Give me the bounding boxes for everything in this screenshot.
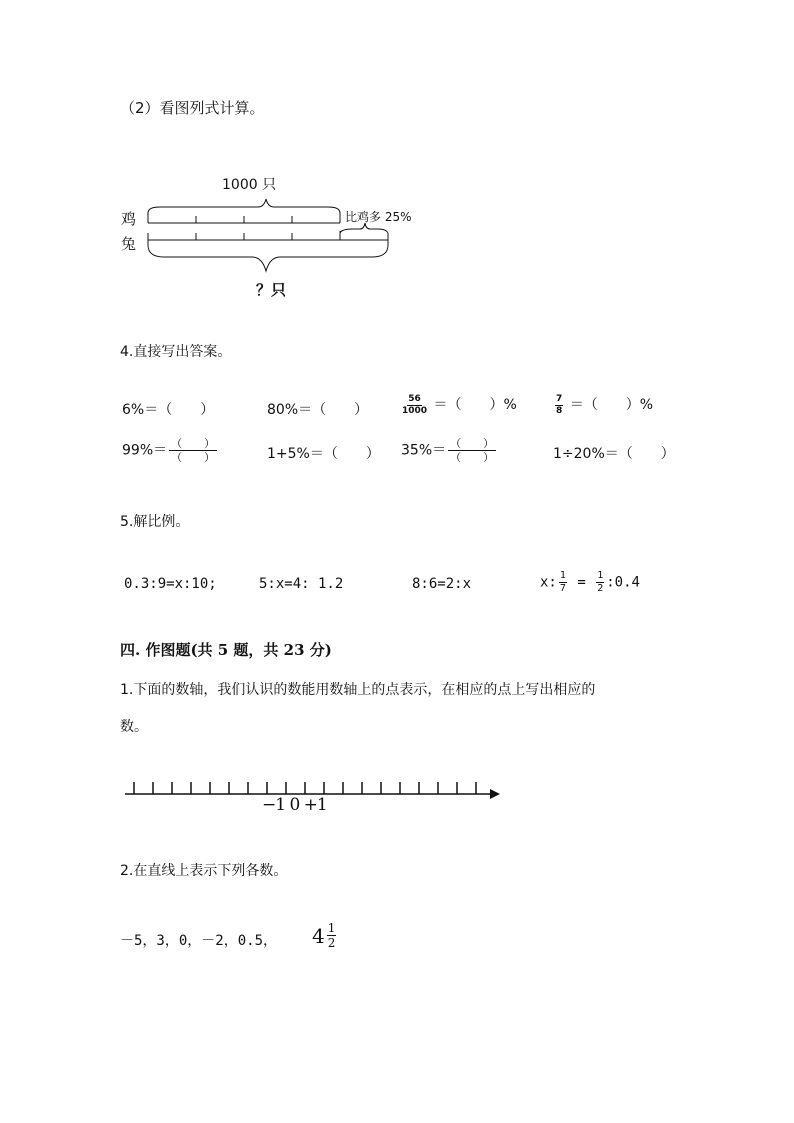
- fraction-1-7: [559, 571, 567, 594]
- section4-title: 4.直接写出答案。: [120, 344, 232, 360]
- frac-num: 1: [559, 570, 566, 581]
- s4-r2-b: 1+5%＝（ ）: [267, 446, 380, 462]
- q2-title: （2）看图列式计算。: [120, 99, 265, 117]
- s4-r2-d: 1÷20%＝（ ）: [553, 446, 675, 462]
- frac-num: 1: [597, 570, 604, 581]
- s4-r2-a-pre: 99%＝: [122, 442, 168, 459]
- s4-r1-a: 6%＝（ ）: [122, 402, 215, 418]
- proportion-1: 0.3:9=x:10;: [124, 576, 217, 592]
- mixed-whole: 4: [312, 923, 325, 948]
- frac-den: 2: [597, 583, 604, 594]
- fraction-56-1000: [402, 395, 427, 416]
- part4-q2-values: －5，3，0，－2，0.5，: [120, 933, 278, 949]
- diagram-top-label: 1000 只: [222, 177, 277, 193]
- s4-r1-d: [553, 394, 653, 416]
- frac-den: （ ）: [171, 451, 216, 464]
- mixed-fraction: [327, 922, 337, 949]
- diagram-row2-label: 兔: [121, 235, 137, 253]
- s4-r1-d-rest: ＝（ ）%: [569, 397, 654, 413]
- diagram-bottom-label: ？只: [256, 281, 287, 299]
- frac-den: 8: [556, 405, 563, 416]
- s4-r2-c: [401, 438, 498, 463]
- proportion-2: 5:x=4: 1.2: [259, 576, 344, 592]
- part4-q1-line1: 1.下面的数轴，我们认识的数能用数轴上的点表示，在相应的点上写出相应的: [120, 682, 596, 698]
- arrow-head: [490, 789, 500, 799]
- fraction-7-8: [555, 395, 563, 416]
- p4-eq: =: [577, 574, 586, 591]
- frac-num: （ ）: [171, 437, 216, 450]
- p4-post: :0.4: [606, 574, 640, 591]
- frac-num: 7: [556, 393, 563, 404]
- proportion-3: 8:6=2:x: [412, 576, 472, 592]
- diagram-extra-label: 比鸡多 25%: [345, 210, 412, 224]
- fraction-1-2: [596, 571, 604, 594]
- blank-fraction: [448, 438, 496, 463]
- proportion-4: [540, 571, 640, 594]
- bottom-brace: [148, 245, 388, 271]
- frac-num: 56: [408, 393, 421, 404]
- s4-r1-b: 80%＝（ ）: [267, 402, 369, 418]
- frac-den: 2: [327, 936, 336, 950]
- s4-r1-c: [400, 394, 517, 416]
- s4-r2-c-pre: 35%＝: [401, 442, 447, 459]
- bar-diagram: [140, 195, 400, 280]
- part4-heading: 四. 作图题(共 5 题，共 23 分): [120, 641, 332, 659]
- frac-den: 7: [559, 583, 566, 594]
- section5-title: 5.解比例。: [120, 514, 190, 530]
- number-line-labels: −1 0 +1: [262, 795, 327, 815]
- p4-pre: x:: [540, 574, 557, 591]
- part4-q1-line2: 数。: [120, 719, 148, 735]
- frac-num: （ ）: [450, 437, 495, 450]
- s4-r1-c-rest: ＝（ ）%: [433, 397, 517, 413]
- frac-den: （ ）: [450, 451, 495, 464]
- diagram-row1-label: 鸡: [121, 210, 137, 228]
- frac-den: 1000: [402, 405, 428, 416]
- part4-q2: 2.在直线上表示下列各数。: [120, 863, 288, 879]
- mixed-number: [312, 922, 338, 949]
- extra-brace: [340, 223, 388, 233]
- blank-fraction: [169, 438, 217, 463]
- frac-num: 1: [327, 921, 336, 935]
- s4-r2-a: [122, 438, 219, 463]
